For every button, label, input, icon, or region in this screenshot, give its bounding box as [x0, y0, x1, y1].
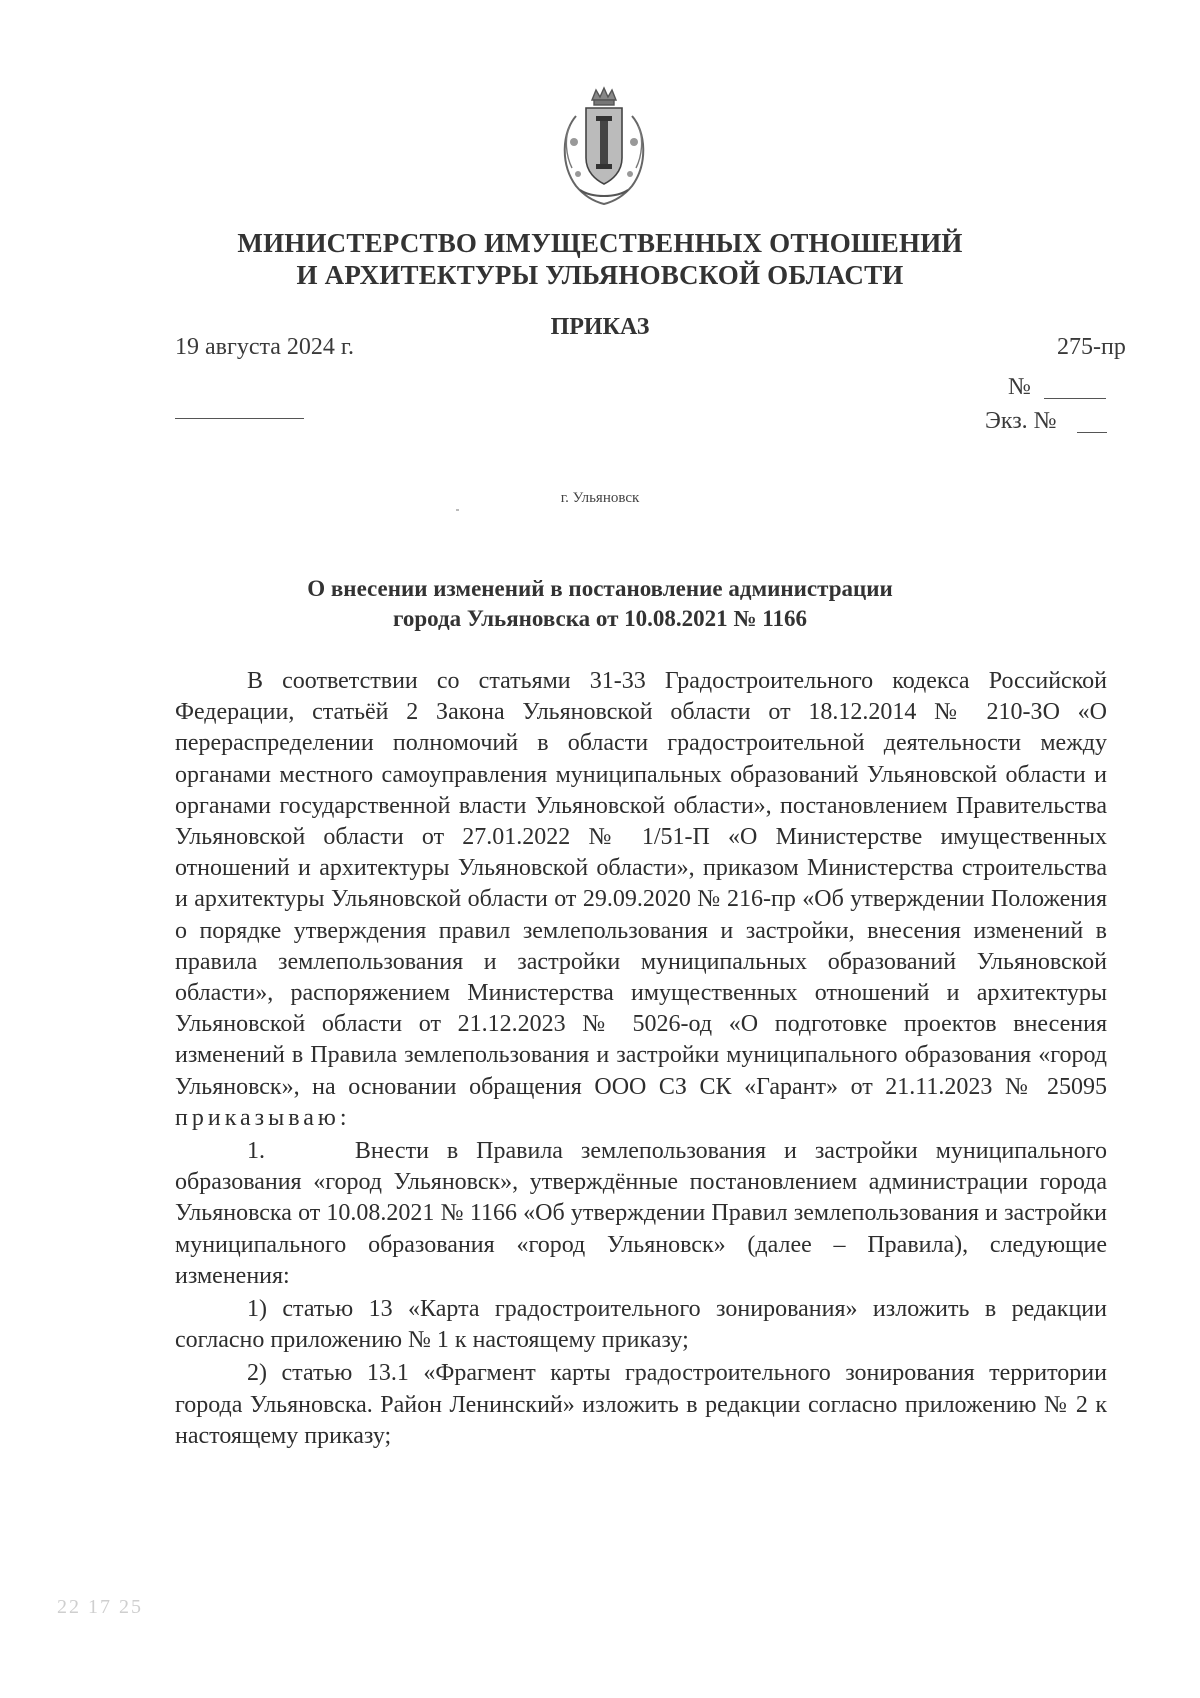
paragraph-subitem-2: 2) статью 13.1 «Фрагмент карты градостроительного зонирования территории города Ульяновска. Район Ленинский» изложить в редакции согласно приложению № 2 к настоящему приказу; — [175, 1360, 1107, 1449]
scan-speck — [456, 509, 459, 511]
document-number: 275-пр — [1057, 334, 1126, 360]
scan-mark: 22 17 25 — [57, 1596, 143, 1618]
document-type: ПРИКАЗ — [550, 314, 650, 340]
copy-number-blank-line — [1077, 432, 1107, 433]
date-underline — [175, 418, 304, 419]
preamble-text: В соответствии со статьями 31-33 Градостроительного кодекса Российской Федерации, статьёй 2 Закона Ульяновской области от 18.12.2014 № 210-ЗО «О перераспределении полномочий в области градостроительной деятельности между органами местного самоуправления муниципальных образований Ульяновской области и органами государственной власти Ульяновской области», постановлением Правительства Ульяновской области от 27.01.2022 № 1/51-П «О Министерстве имущественных отношений и архитектуры Ульяновской области», приказом Министерства строительства и архитектуры Ульяновской области от 29.09.2020 № 216-пр «Об утверждении Положения о порядке утверждения правил землепользования и застройки, внесения изменений в правила землепользования и застройки муниципальных образований Ульяновской области», распоряжением Министерства имущественных отношений и архитектуры Ульяновской области от 21.12.2023 № 5026-од «О подготовке проектов внесения изменений в Правила землепользования и застройки муниципального образования «город Ульяновск», на основании обращения ООО СЗ СК «Гарант» от 21.11.2023 № 25095 — [175, 668, 1107, 1100]
paragraph-subitem-1: 1) статью 13 «Карта градостроительного зонирования» изложить в редакции согласно приложению № 1 к настоящему приказу; — [175, 1296, 1107, 1354]
number-label: № — [1008, 374, 1031, 400]
paragraph-preamble — [175, 666, 1107, 1134]
ministry-name-line2: И АРХИТЕКТУРЫ УЛЬЯНОВСКОЙ ОБЛАСТИ — [296, 260, 904, 290]
number-blank-line — [1044, 398, 1106, 399]
document-date: 19 августа 2024 г. — [175, 334, 355, 360]
city-name: г. Ульяновск — [560, 490, 640, 506]
copy-number-label: Экз. № — [985, 408, 1057, 434]
subject-line1: О внесении изменений в постановление администрации — [307, 576, 893, 601]
ministry-name-line1: МИНИСТЕРСТВО ИМУЩЕСТВЕННЫХ ОТНОШЕНИЙ — [237, 228, 963, 258]
order-body — [175, 666, 1113, 1452]
subject-line2: города Ульяновска от 10.08.2021 № 1166 — [392, 606, 807, 631]
coat-of-arms-icon — [556, 86, 652, 210]
paragraph-item-1: 1. Внести в Правила землепользования и застройки муниципального образования «город Ульяновск», утверждённые постановлением администрации города Ульяновска от 10.08.2021 № 1166 «Об утверждении Правил землепользования и застройки муниципального образования «город Ульяновск» (далее – Правила), следующие изменения: — [175, 1138, 1113, 1289]
order-word: приказываю: — [175, 1104, 351, 1131]
